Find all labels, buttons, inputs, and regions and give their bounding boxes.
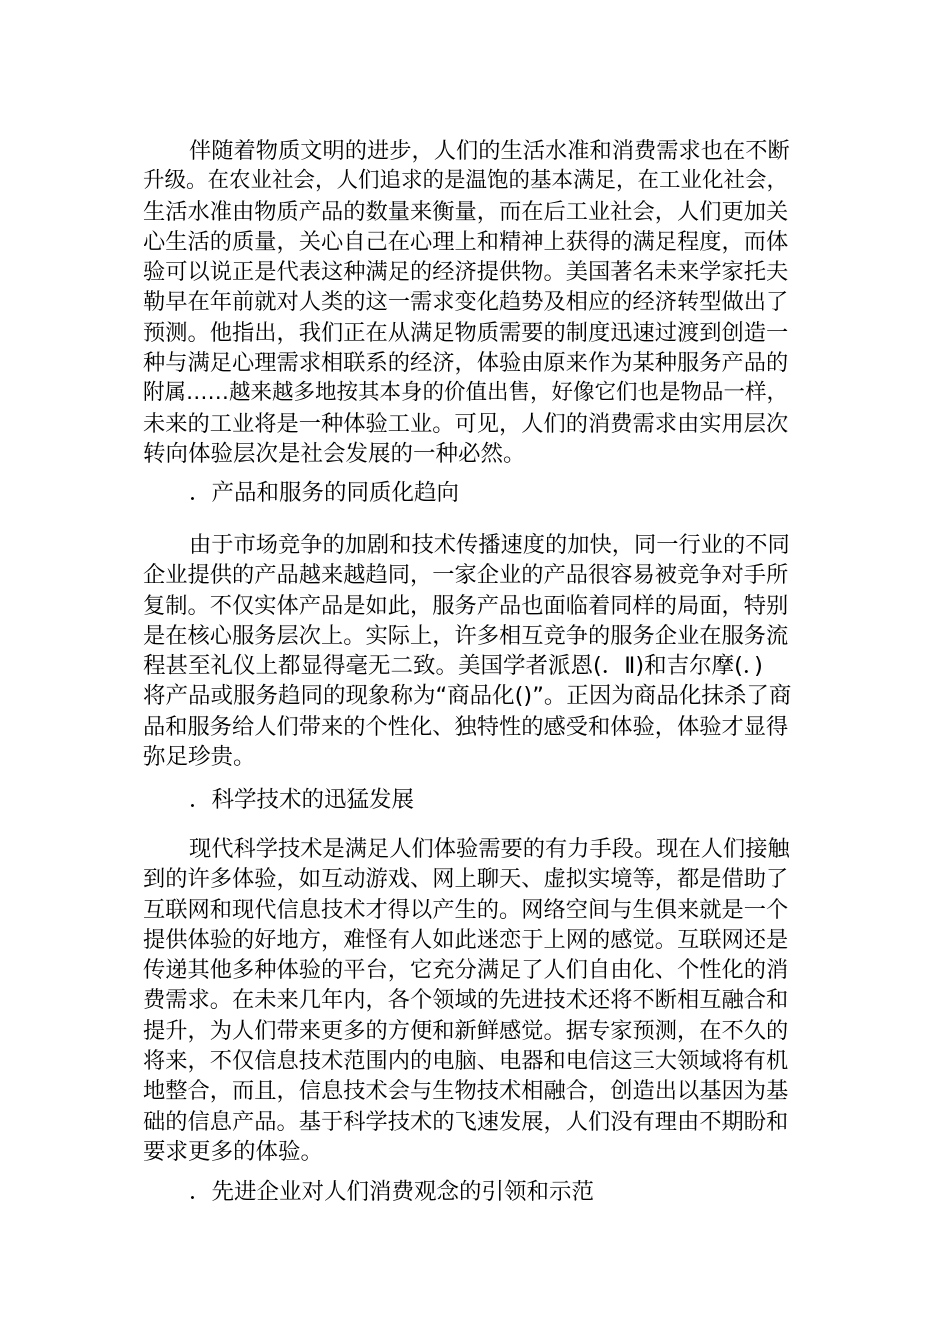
text-line: 提供体验的好地方，难怪有人如此迷恋于上网的感觉。互联网还是 [143, 926, 789, 953]
heading-text: ．先进企业对人们消费观念的引领和示范 [189, 1179, 595, 1205]
text-line: 将产品或服务趋同的现象称为“商品化()”。正因为商品化抹杀了商 [143, 683, 792, 710]
text-line: 企业提供的产品越来越趋同，一家企业的产品很容易被竞争对手所 [143, 562, 789, 589]
heading-text: ．科学技术的迅猛发展 [189, 787, 415, 813]
text-line: 验可以说正是代表这种满足的经济提供物。美国著名未来学家托夫 [143, 259, 789, 286]
text-line: 生活水准由物质产品的数量来衡量，而在后工业社会，人们更加关 [143, 198, 789, 225]
text-line: 品和服务给人们带来的个性化、独特性的感受和体验，体验才显得 [143, 713, 789, 740]
section-heading-homogenization [143, 478, 793, 508]
section-heading-technology [143, 785, 793, 815]
text-line: 弥足珍贵。 [143, 744, 256, 771]
text-line: 种与满足心理需求相联系的经济，体验由原来作为某种服务产品的 [143, 350, 789, 377]
text-line: 要求更多的体验。 [143, 1138, 324, 1165]
text-line: 传递其他多种体验的平台，它充分满足了人们自由化、个性化的消 [143, 957, 789, 984]
text-line: 预测。他指出，我们正在从满足物质需要的制度迅速过渡到创造一 [143, 319, 789, 346]
section-heading-leading-enterprises [143, 1177, 793, 1207]
text-line: 互联网和现代信息技术才得以产生的。网络空间与生俱来就是一个 [143, 896, 789, 923]
text-line: 现代科学技术是满足人们体验需要的有力手段。现在人们接触 [189, 836, 790, 862]
text-line: 未来的工业将是一种体验工业。可见，人们的消费需求由实用层次 [143, 410, 789, 437]
paragraph-homogenization [143, 530, 793, 772]
text-line: 地整合，而且，信息技术会与生物技术相融合，创造出以基因为基 [143, 1078, 789, 1105]
text-line: 程甚至礼仪上都显得毫无二致。美国学者派恩(．Ⅱ)和吉尔摩(．) [143, 653, 763, 680]
text-line: 提升，为人们带来更多的方便和新鲜感觉。据专家预测，在不久的 [143, 1017, 789, 1044]
text-line: 心生活的质量，关心自己在心理上和精神上获得的满足程度，而体 [143, 228, 789, 255]
text-line: 伴随着物质文明的进步，人们的生活水准和消费需求也在不断 [189, 138, 790, 164]
text-line: 到的许多体验，如互动游戏、网上聊天、虚拟实境等，都是借助了 [143, 866, 789, 893]
paragraph-consumer-demand [143, 136, 793, 469]
text-line: 勒早在年前就对人类的这一需求变化趋势及相应的经济转型做出了 [143, 289, 789, 316]
text-line: 费需求。在未来几年内，各个领域的先进技术还将不断相互融合和 [143, 987, 789, 1014]
text-line: 复制。不仅实体产品是如此，服务产品也面临着同样的局面，特别 [143, 592, 789, 619]
paragraph-technology [143, 834, 793, 1167]
text-line: 础的信息产品。基于科学技术的飞速发展，人们没有理由不期盼和 [143, 1108, 789, 1135]
text-line: 转向体验层次是社会发展的一种必然。 [143, 440, 526, 467]
text-line: 是在核心服务层次上。实际上，许多相互竞争的服务企业在服务流 [143, 622, 789, 649]
heading-text: ．产品和服务的同质化趋向 [189, 480, 460, 506]
text-line: 将来，不仅信息技术范围内的电脑、电器和电信这三大领域将有机 [143, 1048, 789, 1075]
text-line: 由于市场竞争的加剧和技术传播速度的加快，同一行业的不同 [189, 532, 790, 558]
text-line: 附属……越来越多地按其本身的价值出售，好像它们也是物品一样， [143, 380, 789, 406]
text-line: 升级。在农业社会，人们追求的是温饱的基本满足，在工业化社会， [143, 168, 789, 194]
